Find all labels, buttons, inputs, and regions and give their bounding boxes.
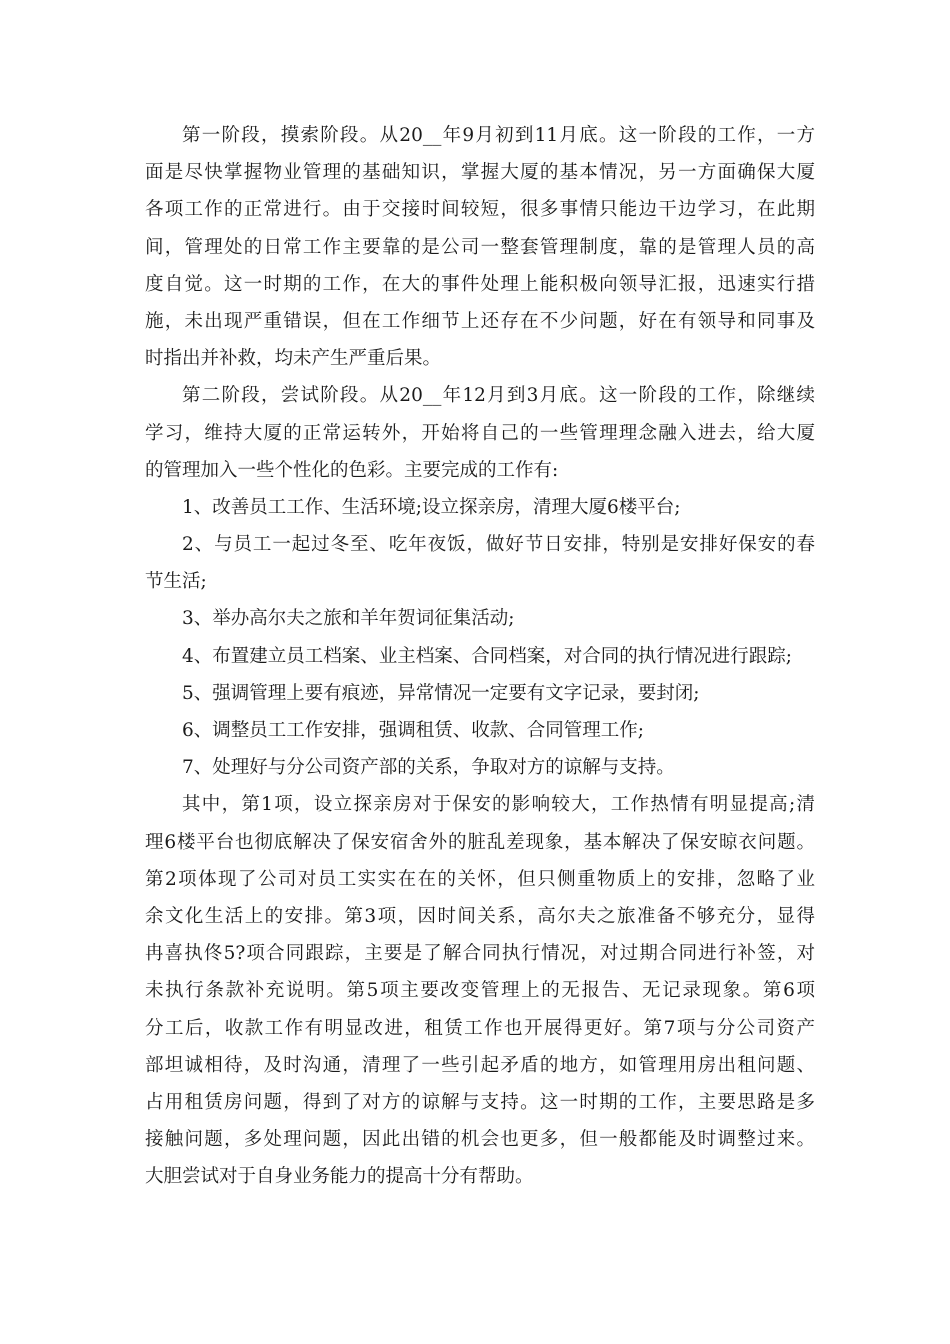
text-line: 余文化生活上的安排。第3项，因时间关系，高尔夫之旅准备不够充分，显得	[145, 905, 815, 927]
text-line: 各项工作的正常进行。由于交接时间较短，很多事情只能边干边学习，在此期	[145, 199, 815, 221]
text-line: 节生活;	[145, 571, 207, 593]
text-line: 其中，第1项，设立探亲房对于保安的影响较大，工作热情有明显提高;清	[182, 794, 815, 816]
text-line: 间，管理处的日常工作主要靠的是公司一整套管理制度，靠的是管理人员的高	[145, 236, 815, 258]
text-line: 的管理加入一些个性化的色彩。主要完成的工作有:	[145, 459, 559, 481]
text-line: 2、与员工一起过冬至、吃年夜饭，做好节日安排，特别是安排好保安的春	[182, 534, 815, 556]
text-line: 5、强调管理上要有痕迹，异常情况一定要有文字记录，要封闭;	[182, 682, 700, 704]
text-line: 大胆尝试对于自身业务能力的提高十分有帮助。	[145, 1166, 534, 1188]
document-body	[145, 117, 815, 1195]
text-line: 第二阶段，尝试阶段。从20__年12月到3月底。这一阶段的工作，除继续	[182, 385, 815, 407]
text-line: 冉喜执佟5?项合同跟踪，主要是了解合同执行情况，对过期合同进行补签，对	[145, 943, 815, 965]
text-line: 接触问题，多处理问题，因此出错的机会也更多，但一般都能及时调整过来。	[145, 1129, 815, 1151]
text-line: 面是尽快掌握物业管理的基础知识，掌握大厦的基本情况，另一方面确保大厦	[145, 162, 815, 184]
text-line: 部坦诚相待，及时沟通，清理了一些引起矛盾的地方，如管理用房出租问题、	[145, 1054, 815, 1076]
text-line: 7、处理好与分公司资产部的关系，争取对方的谅解与支持。	[182, 757, 675, 779]
text-line: 分工后，收款工作有明显改进，租赁工作也开展得更好。第7项与分公司资产	[145, 1017, 815, 1039]
text-line: 时指出并补救，均未产生严重后果。	[145, 348, 442, 370]
text-line: 6、调整员工工作安排，强调租赁、收款、合同管理工作;	[182, 720, 645, 741]
text-line: 占用租赁房问题，得到了对方的谅解与支持。这一时期的工作，主要思路是多	[145, 1091, 815, 1113]
text-line: 第2项体现了公司对员工实实在在的关怀，但只侧重物质上的安排，忽略了业	[145, 868, 815, 890]
text-line: 4、布置建立员工档案、业主档案、合同档案，对合同的执行情况进行跟踪;	[182, 645, 793, 667]
text-line: 理6楼平台也彻底解决了保安宿舍外的脏乱差现象，基本解决了保安晾衣问题。	[145, 831, 815, 853]
text-line: 1、改善员工工作、生活环境;设立探亲房，清理大厦6楼平台;	[182, 496, 681, 518]
text-line: 施，未出现严重错误，但在工作细节上还存在不少问题，好在有领导和同事及	[145, 310, 815, 332]
text-line: 学习，维持大厦的正常运转外，开始将自己的一些管理理念融入进去，给大厦	[145, 422, 815, 444]
text-line: 度自觉。这一时期的工作，在大的事件处理上能积极向领导汇报，迅速实行措	[145, 273, 815, 295]
text-line: 3、举办高尔夫之旅和羊年贺词征集活动;	[182, 608, 515, 630]
text-line: 第一阶段，摸索阶段。从20__年9月初到11月底。这一阶段的工作，一方	[182, 125, 815, 146]
text-line: 未执行条款补充说明。第5项主要改变管理上的无报告、无记录现象。第6项	[145, 980, 815, 1002]
